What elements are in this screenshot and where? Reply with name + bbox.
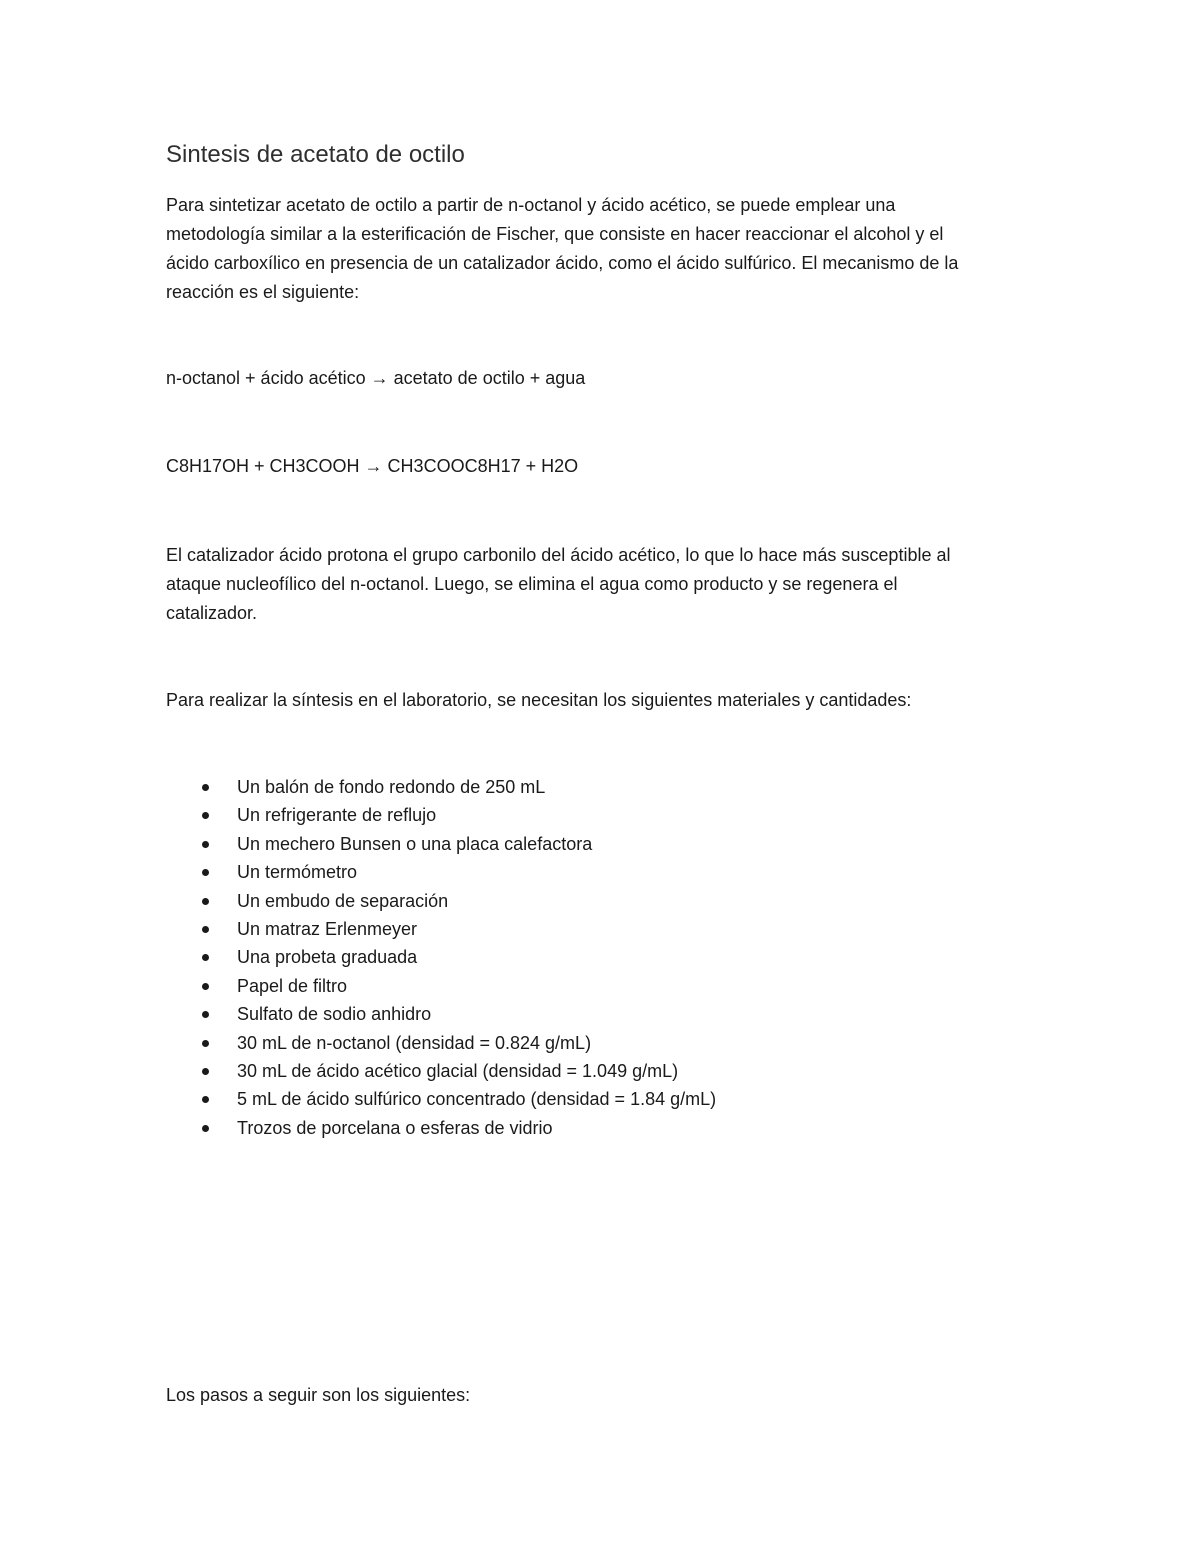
bullet-icon bbox=[202, 954, 209, 961]
bullet-icon bbox=[202, 812, 209, 819]
list-item bbox=[166, 943, 716, 971]
list-item-text: Un embudo de separación bbox=[237, 890, 449, 911]
mechanism-line: El catalizador ácido protona el grupo carbonilo del ácido acético, lo que lo hace más susceptible al bbox=[166, 545, 951, 565]
intro-line: Para sintetizar acetato de octilo a partir de n-octanol y ácido acético, se puede emplear una bbox=[166, 195, 896, 215]
list-item-text: Trozos de porcelana o esferas de vidrio bbox=[237, 1117, 553, 1138]
mechanism-paragraph bbox=[166, 541, 1046, 628]
document-title: Sintesis de acetato de octilo bbox=[166, 141, 465, 168]
list-item-text: Una probeta graduada bbox=[237, 947, 418, 968]
bullet-icon bbox=[202, 784, 209, 791]
bullet-icon bbox=[202, 1011, 209, 1018]
list-item bbox=[166, 1000, 716, 1028]
mechanism-line: ataque nucleofílico del n-octanol. Luego, se elimina el agua como producto y se regenera el bbox=[166, 574, 898, 594]
bullet-icon bbox=[202, 1040, 209, 1047]
bullet-icon bbox=[202, 898, 209, 905]
list-item bbox=[166, 773, 716, 801]
list-item bbox=[166, 830, 716, 858]
list-item-text: 5 mL de ácido sulfúrico concentrado (densidad = 1.84 g/mL) bbox=[237, 1089, 717, 1110]
list-item-text: Un balón de fondo redondo de 250 mL bbox=[237, 777, 546, 797]
intro-line: metodología similar a la esterificación de Fischer, que consiste en hacer reaccionar el alcohol y el bbox=[166, 224, 944, 244]
bullet-icon bbox=[202, 1096, 209, 1103]
list-item bbox=[166, 915, 716, 943]
list-item-text: Sulfato de sodio anhidro bbox=[237, 1004, 432, 1025]
mechanism-line: catalizador. bbox=[166, 603, 258, 623]
bullet-icon bbox=[202, 1125, 209, 1132]
intro-line: reacción es el siguiente: bbox=[166, 282, 360, 302]
bullet-icon bbox=[202, 983, 209, 990]
list-item bbox=[166, 801, 716, 829]
list-item bbox=[166, 858, 716, 886]
materials-intro-paragraph: Para realizar la síntesis en el laboratorio, se necesitan los siguientes materiales y cantidades: bbox=[166, 690, 912, 710]
bullet-icon bbox=[202, 869, 209, 876]
list-item-text: Papel de filtro bbox=[237, 975, 348, 996]
materials-list bbox=[166, 773, 716, 1142]
list-item-text: Un matraz Erlenmeyer bbox=[237, 918, 418, 939]
list-item bbox=[166, 1057, 716, 1085]
list-item-text: Un mechero Bunsen o una placa calefactora bbox=[237, 833, 593, 854]
intro-paragraph bbox=[166, 191, 1046, 307]
list-item-text: Un termómetro bbox=[237, 862, 358, 883]
list-item bbox=[166, 1029, 716, 1057]
list-item bbox=[166, 1085, 716, 1113]
list-item-text: 30 mL de ácido acético glacial (densidad = 1.049 g/mL) bbox=[237, 1060, 679, 1081]
bullet-icon bbox=[202, 841, 209, 848]
reaction-word-equation: n-octanol + ácido acético → acetato de octilo + agua bbox=[166, 368, 586, 388]
bullet-icon bbox=[202, 926, 209, 933]
bullet-icon bbox=[202, 1068, 209, 1075]
list-item bbox=[166, 887, 716, 915]
steps-intro-paragraph: Los pasos a seguir son los siguientes: bbox=[166, 1385, 471, 1405]
list-item bbox=[166, 972, 716, 1000]
list-item-text: Un refrigerante de reflujo bbox=[237, 805, 437, 826]
reaction-chemical-equation: C8H17OH + CH3COOH → CH3COOC8H17 + H2O bbox=[166, 456, 579, 476]
list-item bbox=[166, 1114, 716, 1142]
list-item-text: 30 mL de n-octanol (densidad = 0.824 g/mL) bbox=[237, 1032, 592, 1053]
intro-line: ácido carboxílico en presencia de un catalizador ácido, como el ácido sulfúrico. El mecanismo de la bbox=[166, 253, 959, 273]
